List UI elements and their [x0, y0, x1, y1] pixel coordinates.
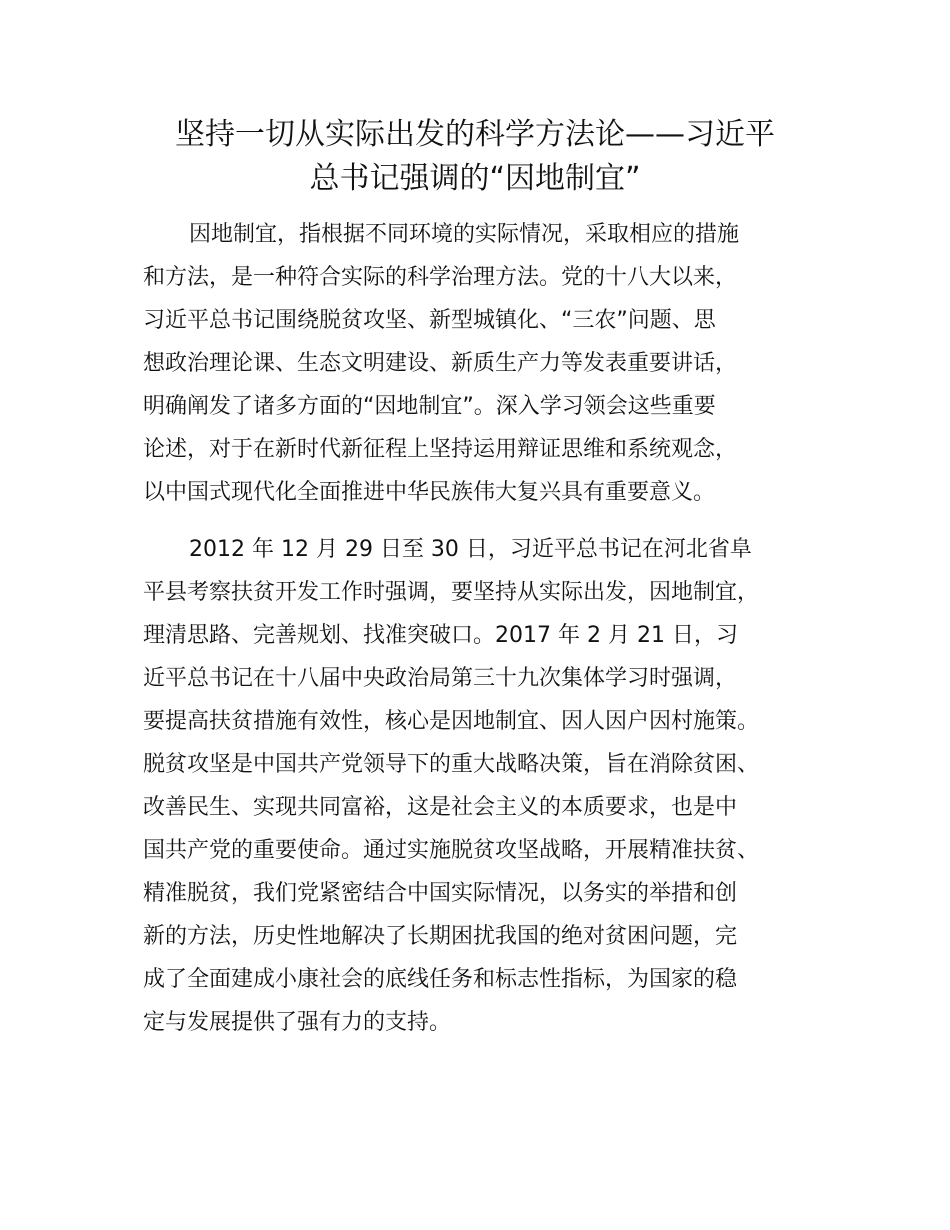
- paragraph-line: 新的方法，历史性地解决了长期困扰我国的绝对贫困问题，完: [143, 924, 738, 949]
- paragraph-line: 改善民生、实现共同富裕，这是社会主义的本质要求，也是中: [143, 795, 738, 820]
- document-title-line-1: 坚持一切从实际出发的科学方法论——习近平: [175, 117, 775, 152]
- paragraph-line: 以中国式现代化全面推进中华民族伟大复兴具有重要意义。: [143, 480, 716, 505]
- paragraph-line: 论述，对于在新时代新征程上坚持运用辩证思维和系统观念，: [143, 437, 738, 462]
- paragraph-2: [143, 528, 833, 1044]
- paragraph-line: 要提高扶贫措施有效性，核心是因地制宜、因人因户因村施策。: [143, 709, 760, 734]
- paragraph-line: 国共产党的重要使命。通过实施脱贫攻坚战略，开展精准扶贫、: [143, 838, 760, 863]
- paragraph-line: 成了全面建成小康社会的底线任务和标志性指标，为国家的稳: [143, 967, 738, 992]
- paragraph-line: 2012 年 12 月 29 日至 30 日，习近平总书记在河北省阜: [189, 537, 752, 562]
- paragraph-line: 因地制宜，指根据不同环境的实际情况，采取相应的措施: [189, 222, 740, 247]
- paragraph-line: 理清思路、完善规划、找准突破口。2017 年 2 月 21 日，习: [143, 623, 738, 648]
- document-title-line-2: 总书记强调的“因地制宜”: [309, 161, 641, 196]
- paragraph-line: 精准脱贫，我们党紧密结合中国实际情况，以务实的举措和创: [143, 881, 738, 906]
- paragraph-line: 和方法，是一种符合实际的科学治理方法。党的十八大以来，: [143, 265, 738, 290]
- paragraph-1: [143, 213, 833, 514]
- paragraph-line: 想政治理论课、生态文明建设、新质生产力等发表重要讲话，: [143, 351, 738, 376]
- paragraph-line: 明确阐发了诸多方面的“因地制宜”。深入学习领会这些重要: [143, 394, 716, 419]
- paragraph-line: 平县考察扶贫开发工作时强调，要坚持从实际出发，因地制宜，: [143, 580, 760, 605]
- paragraph-line: 习近平总书记围绕脱贫攻坚、新型城镇化、“三农”问题、思: [143, 308, 716, 333]
- paragraph-line: 近平总书记在十八届中央政治局第三十九次集体学习时强调，: [143, 666, 738, 691]
- paragraph-line: 脱贫攻坚是中国共产党领导下的重大战略决策，旨在消除贫困、: [143, 752, 760, 777]
- paragraph-line: 定与发展提供了强有力的支持。: [143, 1010, 452, 1035]
